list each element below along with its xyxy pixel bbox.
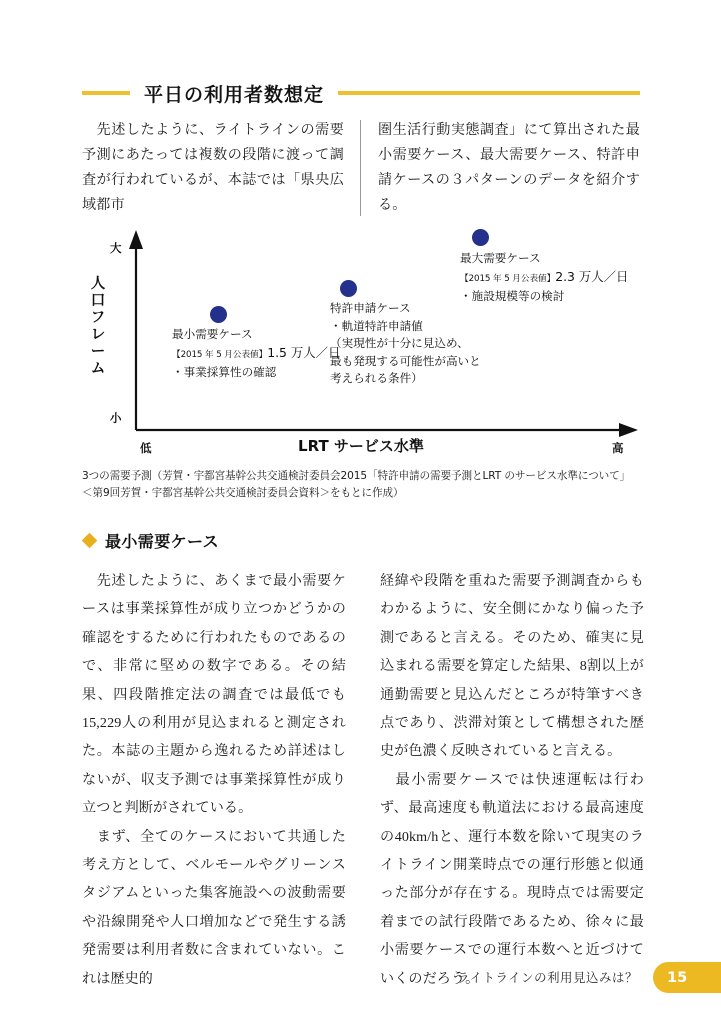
data-point-maximum-demand	[472, 229, 489, 246]
footer-label: ライトラインの利用見込みは？	[456, 970, 638, 985]
y-axis-cap-low: 小	[110, 411, 122, 425]
body-column-left	[82, 567, 346, 993]
subsection-heading	[84, 529, 219, 552]
data-point-minimum-demand	[210, 306, 227, 323]
gold-rule-left-icon	[82, 91, 130, 95]
diamond-icon	[82, 533, 98, 549]
page-footer	[0, 962, 721, 994]
annotation-title: 最大需要ケース	[460, 251, 541, 265]
annotation-value: 2.3 万人／日	[555, 268, 629, 284]
annotation-value-note: 【2015 年 5 月公表値】	[172, 349, 268, 360]
annotation-detail-line-3: 最も発現する可能性が高いと	[330, 353, 481, 368]
data-point-patent-application	[340, 280, 357, 297]
body-text-right: 経緯や段階を重ねた需要予測調査からもわかるように、安全側にかなり偏った予測であると言える。そのため、確実に見込まれる需要を算定した結果、8割以上が通勤需要と見込んだところが特筆すべき点であり、渋滞対策として構想された歴史が色濃く反映されていると言える。	[380, 573, 644, 760]
gold-rule-right-icon	[338, 91, 640, 95]
annotation-detail: ・事業採算性の確認	[172, 365, 277, 379]
body-columns	[82, 567, 644, 993]
annotation-detail-line-2: （実現性が十分に見込め、	[330, 336, 469, 350]
chart-caption	[82, 468, 648, 502]
y-axis-label: 人口フレーム	[90, 276, 106, 377]
subsection-heading-label: 最小需要ケース	[105, 532, 220, 551]
page-title: 平日の利用者数想定	[144, 83, 325, 106]
annotation-title: 最小需要ケース	[172, 327, 253, 341]
page-number: 15	[667, 969, 688, 986]
chart-caption-line-2: ＜第9回芳賀・宇都宮基幹公共交通検討委員会資料＞をもとに作成）	[82, 487, 404, 499]
annotation-detail-line-1: ・軌道特許申請値	[330, 318, 423, 333]
page-number-badge	[653, 962, 721, 993]
annotation-minimum-demand	[172, 326, 340, 382]
body-column-right	[380, 567, 644, 993]
annotation-value-line	[460, 268, 628, 289]
annotation-value-note: 【2015 年 5 月公表値】	[460, 273, 556, 284]
intro-columns	[82, 118, 640, 218]
x-axis-cap-high: 高	[612, 441, 624, 455]
intro-column-left	[82, 118, 360, 218]
annotation-detail: ・施設規模等の検討	[460, 289, 565, 303]
section-title-row	[82, 78, 640, 108]
intro-text-right: 圏生活行動実態調査」にて算出された最小需要ケース、最大需要ケース、特許申請ケースの３パターンのデータを紹介する。	[378, 122, 640, 213]
annotation-detail-line-4: 考えられる条件）	[330, 371, 423, 385]
annotation-value: 1.5 万人／日	[267, 344, 341, 360]
x-axis-label: LRT サービス水準	[298, 437, 424, 455]
body-text-left: 先述したように、あくまで最小需要ケースは事業採算性が成り立つかどうかの確認をするために行われたものであるので、非常に堅めの数字である。その結果、四段階推定法の調査では最低でも15,229人の利用が見込まれると測定された。本誌の主題から逸れるため詳述はしないが、収支予測では事業採算性が成り立つと判断がされている。	[82, 573, 346, 817]
chart-caption-line-1: 3つの需要予測（芳賀・宇都宮基幹公共交通検討委員会2015「特許申請の需要予測とLRT のサービス水準について」	[82, 470, 631, 482]
body-text-left: まず、全てのケースにおいて共通した考え方として、ベルモールやグリーンスタジアムといった集客施設への波動需要や沿線開発や人口増加などで発生する誘発需要は利用者数に含まれていない。これは歴史的	[82, 828, 346, 987]
annotation-title: 特許申請ケース	[330, 301, 411, 315]
y-axis-cap-high: 大	[110, 241, 122, 255]
x-axis-cap-low: 低	[140, 441, 152, 455]
intro-column-right	[361, 118, 640, 218]
annotation-maximum-demand	[460, 250, 628, 306]
intro-text-left: 先述したように、ライトラインの需要予測にあたっては複数の段階に渡って調査が行われているが、本誌では「県央広域都市	[82, 122, 344, 213]
demand-forecast-scatter-chart	[82, 218, 640, 458]
annotation-value-line	[172, 344, 340, 365]
annotation-patent-application	[330, 300, 481, 388]
body-text-right: 最小需要ケースでは快速運転は行わず、最高速度も軌道法における最高速度の40km/hと、運行本数を除いて現実のライトライン開業時点での運行形態と似通った部分が存在する。現時点では需要定着までの試行段階であるため、徐々に最小需要ケースでの運行本数へと近づけていくのだろう。	[380, 771, 644, 987]
